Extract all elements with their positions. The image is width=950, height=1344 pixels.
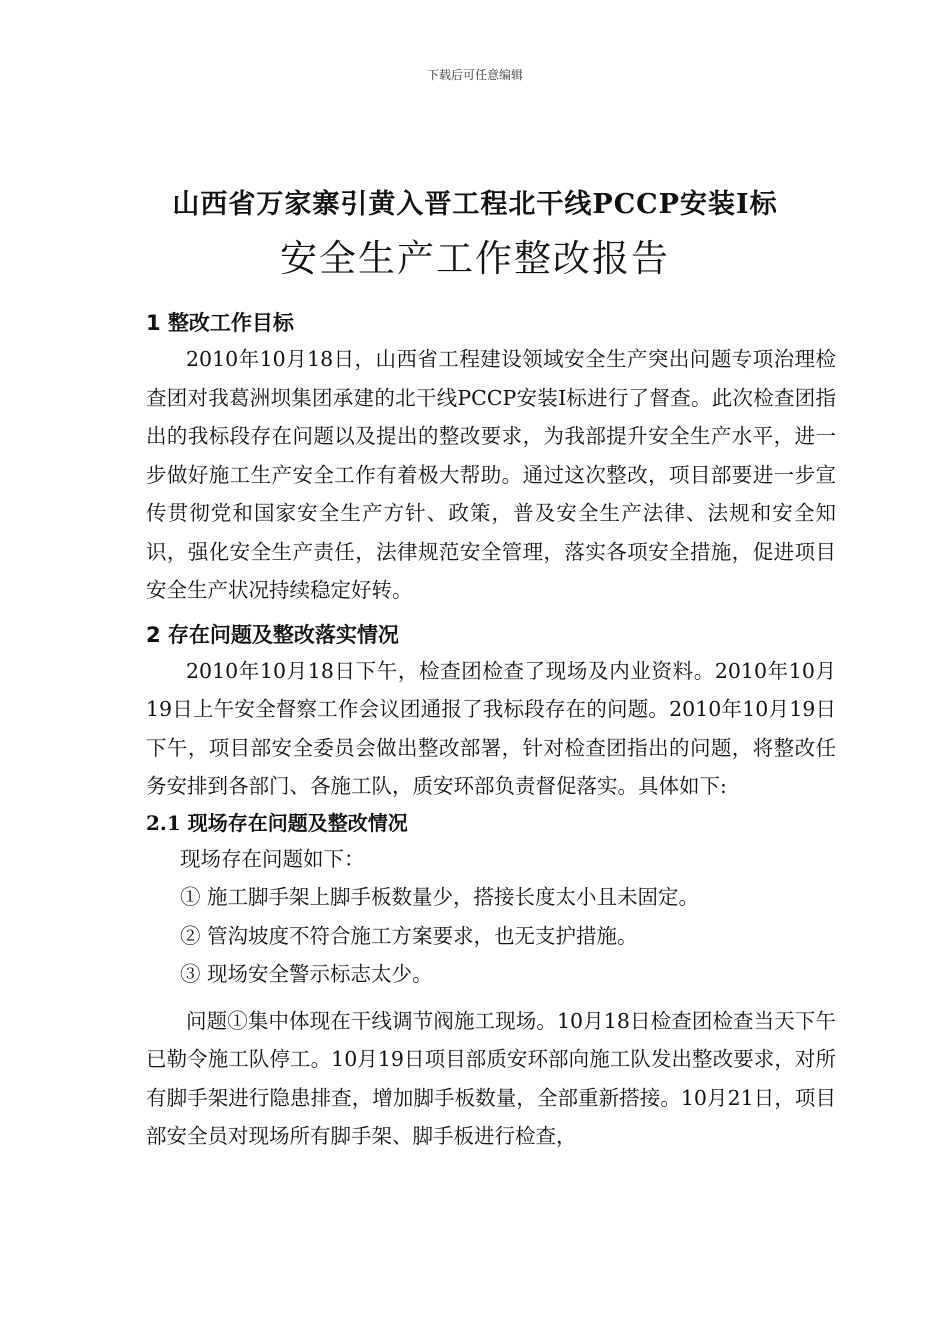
section2-heading: 2 存在问题及整改落实情况 (146, 622, 399, 647)
list-item: ① 施工脚手架上脚手板数量少，搭接长度太小且未固定。 (180, 885, 700, 909)
list-item: ② 管沟坡度不符合施工方案要求，也无支护措施。 (180, 923, 638, 948)
subsection-intro: 现场存在问题如下： (180, 846, 365, 871)
section1-paragraph: 2010年10月18日，山西省工程建设领域安全生产突出问题专项治理检查团对我葛洲坝集团承建的北干线PCCP安装Ⅰ标进行了督查。此次检查团指出的我标段存在问题以及提出的整改要求，为我部提升安全生产水平，进一步做好施工生产安全工作有着极大帮助。通过这次整改，项目部要进一步宣传贯彻党和国家安全生产方针、政策，普及安全生产法律、法规和安全知识，强化安全生产责任，法律规范安全管理，落实各项安全措施，促进项目安全生产状况持续稳定好转。 (146, 347, 836, 602)
section2-paragraph: 2010年10月18日下午，检查团检查了现场及内业资料。2010年10月19日上午安全督察工作会议团通报了我标段存在的问题。2010年10月19日下午，项目部安全委员会做出整改部署，针对检查团指出的问题，将整改任务安排到各部门、各施工队，质安环部负责督促落实。具体如下: (146, 658, 836, 798)
section1-heading: 1 整改工作目标 (146, 311, 294, 335)
document-title-line2: 安全生产工作整改报告 (280, 237, 670, 280)
document-title-line1: 山西省万家寨引黄入晋工程北干线PCCP安装Ⅰ标 (172, 189, 778, 220)
list-item: ③ 现场安全警示标志太少。 (180, 962, 433, 986)
document-body (146, 306, 836, 1156)
subsection-2-1-heading: 2.1 现场存在问题及整改情况 (146, 810, 408, 835)
subsection-2-1-paragraph: 问题①集中体现在干线调节阀施工现场。10月18日检查团检查当天下午已勒令施工队停工。10月19日项目部质安环部向施工队发出整改要求，对所有脚手架进行隐患排查，增加脚手板数量，全部重新搭接。10月21日，项目部安全员对现场所有脚手架、脚手板进行检查， (146, 1008, 836, 1148)
page-header-note: 下载后可任意编辑 (426, 68, 523, 82)
